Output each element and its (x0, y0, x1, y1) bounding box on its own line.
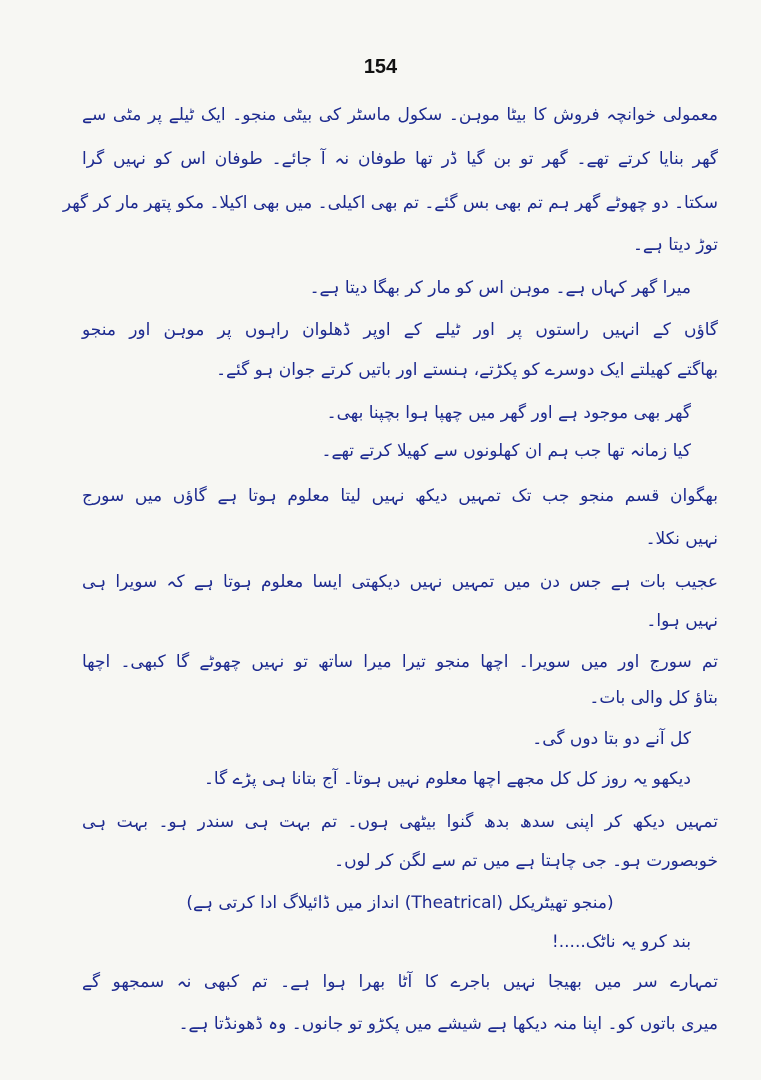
text-line: گھر بنایا کرتے تھے۔ گھر تو بن گیا ڈر تھا طوفان نہ آ جائے۔ طوفان اس کو نہیں گرا (82, 149, 718, 169)
text-line: نہیں نکلا۔ (645, 529, 718, 549)
text-line: گاؤں کے انہیں راستوں پر اور ٹیلے کے اوپر ڈھلوان راہوں پر موہن اور منجو (82, 320, 718, 340)
text-line: گھر بھی موجود ہے اور گھر میں چھپا ہوا بچپنا بھی۔ (326, 403, 691, 423)
text-line: معمولی خوانچہ فروش کا بیٹا موہن۔ سکول ماسٹر کی بیٹی منجو۔ ایک ٹیلے پر مٹی سے (82, 105, 718, 125)
text-line: میری باتوں کو۔ اپنا منہ دیکھا ہے شیشے میں پکڑو تو جانوں۔ وہ ڈھونڈتا ہے۔ (178, 1014, 718, 1034)
text-line: سکتا۔ دو چھوٹے گھر ہم تم بھی بس گئے۔ تم بھی اکیلی۔ میں بھی اکیلا۔ مکو پتھر مار کر گھر (62, 193, 718, 213)
text-line: بند کرو یہ ناٹک.....! (551, 932, 691, 952)
stage-direction: (منجو تھیٹریکل (Theatrical) انداز میں ڈائیلاگ ادا کرتی ہے) (186, 893, 614, 913)
text-line: نہیں ہوا۔ (646, 611, 718, 631)
text-line: دیکھو یہ روز کل کل مجھے اچھا معلوم نہیں ہوتا۔ آج بتانا ہی پڑے گا۔ (203, 769, 691, 789)
text-line: تم سورج اور میں سویرا۔ اچھا منجو تیرا میرا ساتھ تو نہیں چھوٹے گا کبھی۔ اچھا (82, 652, 718, 672)
text-line: تمہارے سر میں بھیجا نہیں باجرے کا آٹا بھرا ہوا ہے۔ تم کبھی نہ سمجھو گے (82, 972, 718, 992)
text-line: خوبصورت ہو۔ جی چاہتا ہے میں تم سے لگن کر لوں۔ (334, 851, 718, 871)
text-line: بھگوان قسم منجو جب تک تمہیں دیکھ نہیں لیتا معلوم ہوتا ہے گاؤں میں سورج (82, 486, 718, 506)
text-line: بھاگتے کھیلتے ایک دوسرے کو پکڑتے، ہنستے اور باتیں کرتے جوان ہو گئے۔ (216, 360, 718, 380)
text-line: عجیب بات ہے جس دن میں تمہیں نہیں دیکھتی ایسا معلوم ہوتا ہے کہ سویرا ہی (82, 572, 718, 592)
text-line: کیا زمانہ تھا جب ہم ان کھلونوں سے کھیلا کرتے تھے۔ (321, 441, 691, 461)
text-line: توڑ دیتا ہے۔ (632, 235, 718, 255)
text-line: بتاؤ کل والی بات۔ (589, 688, 718, 708)
text-line: میرا گھر کہاں ہے۔ موہن اس کو مار کر بھگا دیتا ہے۔ (309, 278, 691, 298)
page-number: 154 (363, 56, 398, 78)
text-line: تمہیں دیکھ کر اپنی سدھ بدھ گنوا بیٹھی ہوں۔ تم بہت ہی سندر ہو۔ بہت ہی (82, 812, 718, 832)
text-line: کل آنے دو بتا دوں گی۔ (532, 729, 691, 749)
